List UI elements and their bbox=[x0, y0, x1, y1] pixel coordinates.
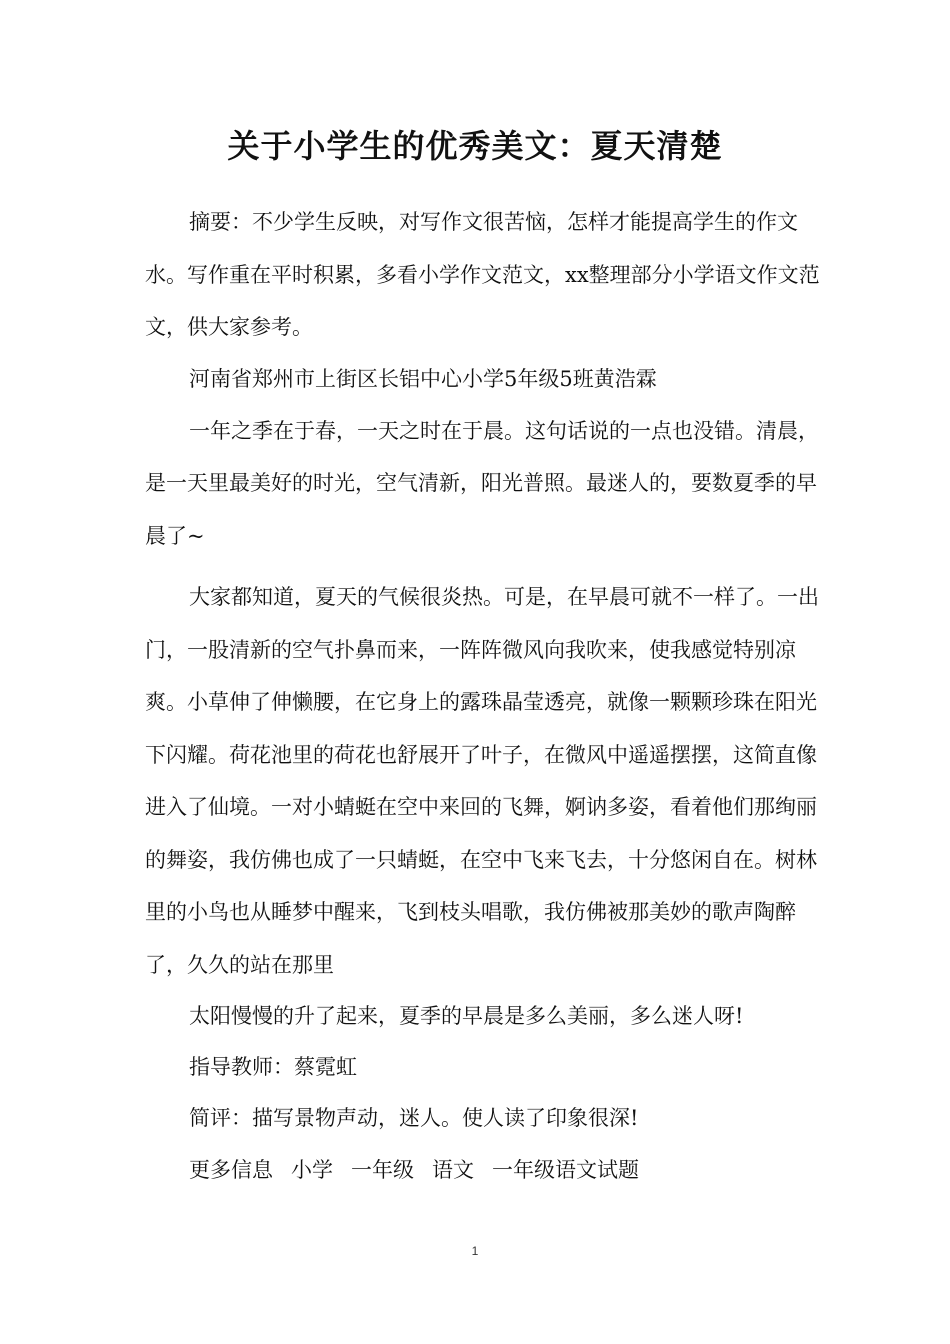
tag-link[interactable]: 小学 bbox=[291, 1158, 333, 1182]
author-line: 河南省郑州市上街区长铝中心小学5年级5班黄浩霖 bbox=[189, 366, 657, 391]
page-number: 1 bbox=[471, 1244, 479, 1258]
more-info-label: 更多信息 bbox=[189, 1158, 273, 1182]
teacher-line: 指导教师：蔡霓虹 bbox=[189, 1055, 357, 1079]
tag-link[interactable]: 一年级语文试题 bbox=[492, 1158, 639, 1182]
document-body bbox=[145, 196, 825, 1196]
tag-link[interactable]: 语文 bbox=[432, 1158, 474, 1182]
tag-link[interactable]: 一年级 bbox=[351, 1158, 414, 1182]
document-title: 关于小学生的优秀美文：夏天清楚 bbox=[227, 127, 723, 165]
comment-line: 简评：描写景物声动，迷人。使人读了印象很深! bbox=[189, 1106, 639, 1130]
main-paragraph: 大家都知道，夏天的气候很炎热。可是，在早晨可就不一样了。一出门，一股清新的空气扑鼻而来，一阵阵微风向我吹来，使我感觉特别凉爽。小草伸了伸懒腰，在它身上的露珠晶莹透亮，就像一颗颗珍珠在阳光下闪耀。荷花池里的荷花也舒展开了叶子，在微风中遥遥摆摆，这简直像进入了仙境。一对小蜻蜓在空中来回的飞舞，婀讷多姿，看着他们那绚丽的舞姿，我仿佛也成了一只蜻蜓，在空中飞来飞去，十分悠闲自在。树林里的小鸟也从睡梦中醒来，飞到枝头唱歌，我仿佛被那美妙的歌声陶醉了，久久的站在那里 bbox=[145, 585, 819, 977]
intro-paragraph: 一年之季在于春，一天之时在于晨。这句话说的一点也没错。清晨，是一天里最美好的时光，空气清新，阳光普照。最迷人的，要数夏季的早晨了~ bbox=[145, 418, 819, 548]
more-info-line bbox=[145, 1144, 825, 1196]
closing-paragraph: 太阳慢慢的升了起来，夏季的早晨是多么美丽，多么迷人呀! bbox=[189, 1004, 744, 1028]
abstract-paragraph: 摘要：不少学生反映，对写作文很苦恼，怎样才能提高学生的作文水。写作重在平时积累，多看小学作文范文，xx整理部分小学语文作文范文，供大家参考。 bbox=[145, 210, 820, 339]
